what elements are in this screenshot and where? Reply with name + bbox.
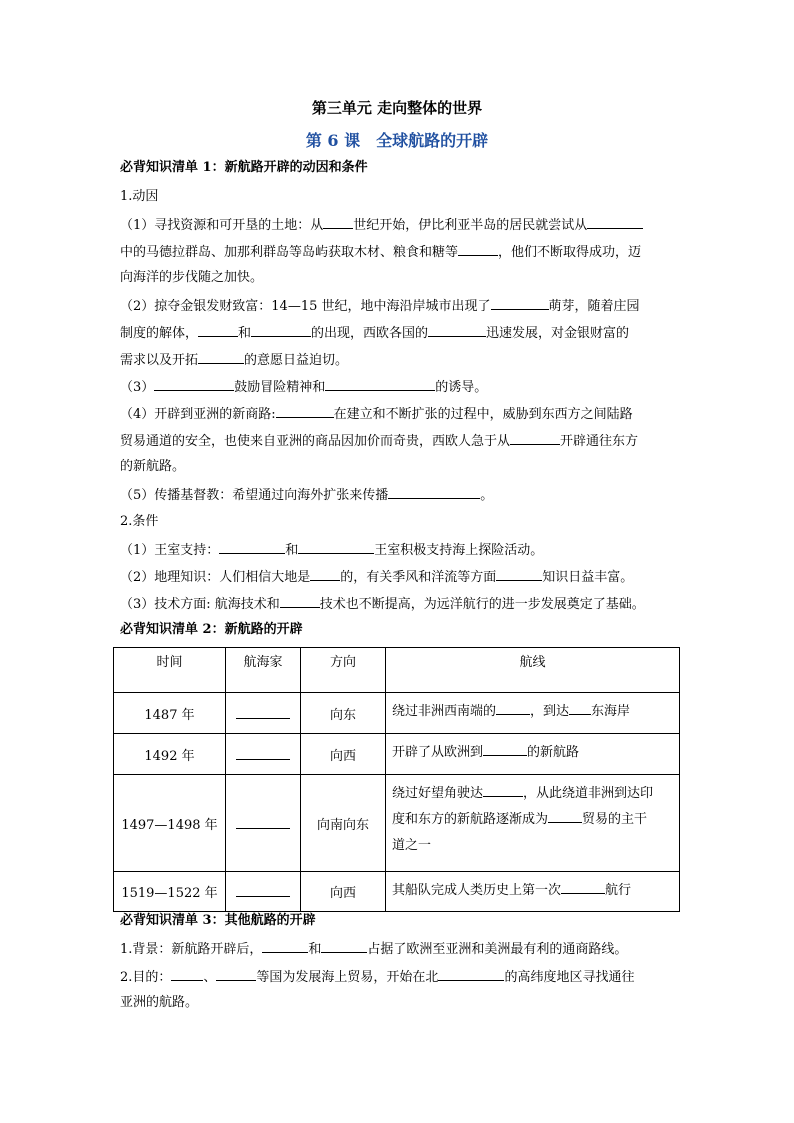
p1-line2: 中的马德拉群岛、加那利群岛等岛屿获取木材、粮食和糖等 ，他们不断取得成功，迈 [120,241,680,263]
blank [458,241,498,256]
blank [198,322,238,337]
table-row [114,734,680,775]
blank [262,938,308,953]
unit-title: 第三单元 走向整体的世界 [311,99,483,117]
table-row [114,693,680,734]
blank [171,966,203,981]
list3-heading: 必背知识清单 3：其他航路的开辟 [120,913,316,928]
blank [280,593,320,608]
row-navigator [226,872,301,912]
row-direction: 向西 [301,734,386,775]
blank [561,879,605,894]
row-navigator [226,775,301,872]
row-navigator [226,693,301,734]
table-header-row [114,648,680,693]
p4-line2: 贸易通道的安全，也使来自亚洲的商品因加价而奇贵，西欧人急于从 开辟通往东方 [120,430,680,452]
p1-line1: （1）寻找资源和可开垦的土地：从 世纪开始，伊比利亚半岛的居民就尝试从 [120,214,680,236]
blank [496,566,542,581]
row-direction: 向东 [301,693,386,734]
header-time: 时间 [114,648,226,693]
row-time: 1497—1498 年 [114,775,226,872]
blank [510,430,560,445]
row-direction: 向西 [301,872,386,912]
blank [219,539,285,554]
blank [298,539,374,554]
row-time: 1519—1522 年 [114,872,226,912]
row-direction: 向南向东 [301,775,386,872]
p2-line1: （2）掠夺金银发财致富：14—15 世纪，地中海沿岸城市出现了 萌芽，随着庄园 [120,295,680,317]
blank [236,745,290,760]
p4-line1: （4）开辟到亚洲的新商路: 在建立和不断扩张的过程中，威胁到东西方之间陆路 [120,403,680,425]
b3-line: 亚洲的航路。 [120,995,199,1010]
cond-title: 2.条件 [120,514,159,529]
b1-line: 1.背景：新航路开辟后， 和 占据了欧洲至亚洲和美洲最有利的通商路线。 [120,938,680,960]
p5-line: （5）传播基督教：希望通过向海外扩张来传播 。 [120,484,680,506]
routes-table [113,647,680,912]
blank [496,700,530,715]
blank [216,966,256,981]
blank [438,966,504,981]
row-time: 1492 年 [114,734,226,775]
blank [491,295,549,310]
blank [428,322,486,337]
blank [548,808,582,823]
blank [154,376,234,391]
p2-line3: 需求以及开拓 的意愿日益迫切。 [120,349,680,371]
blank [325,376,435,391]
b2-line: 2.目的： 、 等国为发展海上贸易，开始在北 的高纬度地区寻找通往 [120,966,680,988]
blank [321,938,367,953]
row-navigator [226,734,301,775]
blank [276,403,334,418]
table-row [114,775,680,872]
blank [198,349,244,364]
c2-line: （2）地理知识：人们相信大地是 的，有关季风和洋流等方面 知识日益丰富。 [120,566,680,588]
c3-line: （3）技术方面: 航海技术和 技术也不断提高，为远洋航行的进一步发展奠定了基础。 [120,593,680,615]
p3-line: （3） 鼓励冒险精神和 的诱导。 [120,376,680,398]
p2-line2: 制度的解体， 和 的出现，西欧各国的 迅速发展，对金银财富的 [120,322,680,344]
blank [236,882,290,897]
blank [236,814,290,829]
blank [483,782,523,797]
blank [310,566,340,581]
blank [251,322,311,337]
lesson-title: 第 6 课 全球航路的开辟 [305,131,489,150]
blank [323,214,353,229]
blank [569,700,591,715]
list2-heading: 必背知识清单 2：新航路的开辟 [120,622,303,637]
row-route: 绕过非洲西南端的 ，到达 东海岸 [386,693,680,734]
blank [483,741,527,756]
row-time: 1487 年 [114,693,226,734]
table-row [114,872,680,912]
header-route: 航线 [386,648,680,693]
blank [388,484,480,499]
blank [587,214,643,229]
c1-line: （1）王室支持： 和 王室积极支持海上探险活动。 [120,539,680,561]
row-route: 开辟了从欧洲到 的新航路 [386,734,680,775]
p1-line3: 向海洋的步伐随之加快。 [120,270,264,285]
p4-line3: 的新航路。 [120,459,186,474]
row-route: 绕过好望角驶达 ，从此绕道非洲到达印 度和东方的新航路逐渐成为 贸易的主干 道之一 [386,775,680,872]
header-direction: 方向 [301,648,386,693]
blank [236,704,290,719]
header-navigator: 航海家 [226,648,301,693]
motive-title: 1.动因 [120,189,159,204]
list1-heading: 必背知识清单 1：新航路开辟的动因和条件 [120,160,368,175]
row-route: 其船队完成人类历史上第一次 航行 [386,872,680,912]
